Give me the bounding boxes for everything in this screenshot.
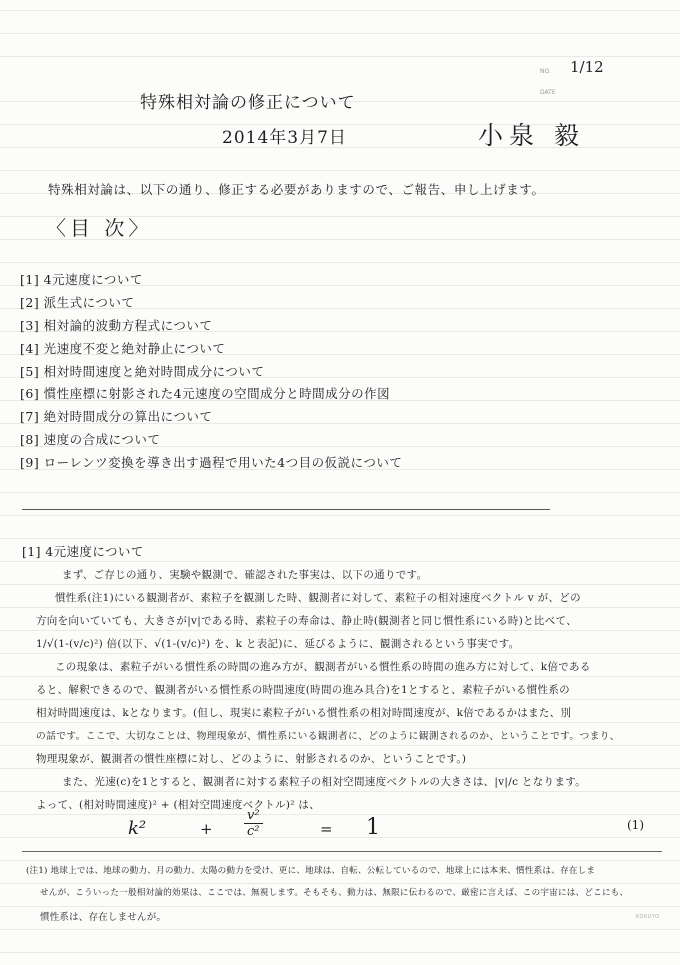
toc-item: [9] ローレンツ変換を導き出す過程で用いた4つ目の仮説について <box>20 455 403 470</box>
body-line: まず、ご存じの通り、実験や観測で、確認された事実は、以下の通りです。 <box>62 569 428 581</box>
note-line: (注1) 地球上では、地球の動力、月の動力、太陽の動力を受け、更に、地球は、自転、公転しているので、地球上には本来、慣性系は、存在しま <box>26 866 596 876</box>
note-divider <box>22 851 662 852</box>
equation-plus: + <box>200 820 213 838</box>
fraction-denominator: c² <box>247 824 260 839</box>
toc-item: [3] 相対論的波動方程式について <box>20 318 213 333</box>
toc-item: [5] 相対時間速度と絶対時間成分について <box>20 364 265 379</box>
author-name: 小泉 毅 <box>478 121 585 150</box>
equation-number: (1) <box>627 818 644 832</box>
brand-footer: KOKUYO <box>636 914 660 920</box>
date-label: DATE <box>540 89 556 96</box>
equation-term-k2: k² <box>128 818 147 839</box>
equation-rhs: 1 <box>366 815 380 840</box>
toc-item: [7] 絶対時間成分の算出について <box>20 409 213 424</box>
page-title: 特殊相対論の修正について <box>140 93 356 113</box>
note-line: 慣性系は、存在しませんが。 <box>40 912 167 923</box>
toc-item: [4] 光速度不変と絶対静止について <box>20 341 226 356</box>
body-line: 物理現象が、観測者の慣性座標に対し、どのように、射影されるのか、ということです。) <box>36 753 467 765</box>
fraction-numerator: v² <box>244 808 263 824</box>
equation-equals: = <box>320 820 333 838</box>
body-line: また、光速(c)を1とすると、観測者に対する素粒子の相対空間速度ベクトルの大きさは、|v|/c となります。 <box>62 776 586 788</box>
toc-heading: 〈目 次〉 <box>46 216 153 240</box>
intro-text: 特殊相対論は、以下の通り、修正する必要がありますので、ご報告、申し上げます。 <box>48 182 545 197</box>
body-line: よって、(相対時間速度)² + (相対空間速度ベクトル)² は、 <box>36 799 321 811</box>
equation-fraction <box>244 808 263 839</box>
body-line: 1/√(1-(v/c)²) 倍(以下、√(1-(v/c)²) を、k と表記)に、延びるように、観測されるという事実です。 <box>36 638 520 650</box>
note-line: せんが、こういった一般相対論的効果は、ここでは、無視します。そもそも、動力は、無限に伝わるので、厳密に言えば、この宇宙には、どこにも、 <box>40 888 629 898</box>
page-number: 1/12 <box>570 58 604 76</box>
section1-heading: [1] 4元速度について <box>22 544 144 559</box>
section-divider <box>22 509 550 510</box>
body-line: 慣性系(注1)にいる観測者が、素粒子を観測した時、観測者に対して、素粒子の相対速度ベクトル v が、どの <box>55 592 581 604</box>
toc-item: [1] 4元速度について <box>20 272 143 287</box>
body-line: 方向を向いていても、大きさが|v|である時、素粒子の寿命は、静止時(観測者と同じ慣性系にいる時)と比べて、 <box>36 615 577 627</box>
body-line: の話です。ここで、大切なことは、物理現象が、慣性系にいる観測者に、どのように観測されるのか、ということです。つまり、 <box>36 731 620 742</box>
toc-item: [2] 派生式について <box>20 295 135 310</box>
body-line: ると、解釈できるので、観測者がいる慣性系の時間速度(時間の進み具合)を1とすると、素粒子がいる慣性系の <box>36 684 570 696</box>
body-line: 相対時間速度は、kとなります。(但し、現実に素粒子がいる慣性系の相対時間速度が、k倍であるかはまた、別 <box>36 707 572 719</box>
body-line: この現象は、素粒子がいる慣性系の時間の進み方が、観測者がいる慣性系の時間の進み方に対して、k倍である <box>55 661 591 673</box>
date-text: 2014年3月7日 <box>222 128 347 148</box>
toc-item: [6] 慣性座標に射影された4元速度の空間成分と時間成分の作図 <box>20 386 391 401</box>
no-label: NO. <box>540 68 551 75</box>
toc-item: [8] 速度の合成について <box>20 432 161 447</box>
